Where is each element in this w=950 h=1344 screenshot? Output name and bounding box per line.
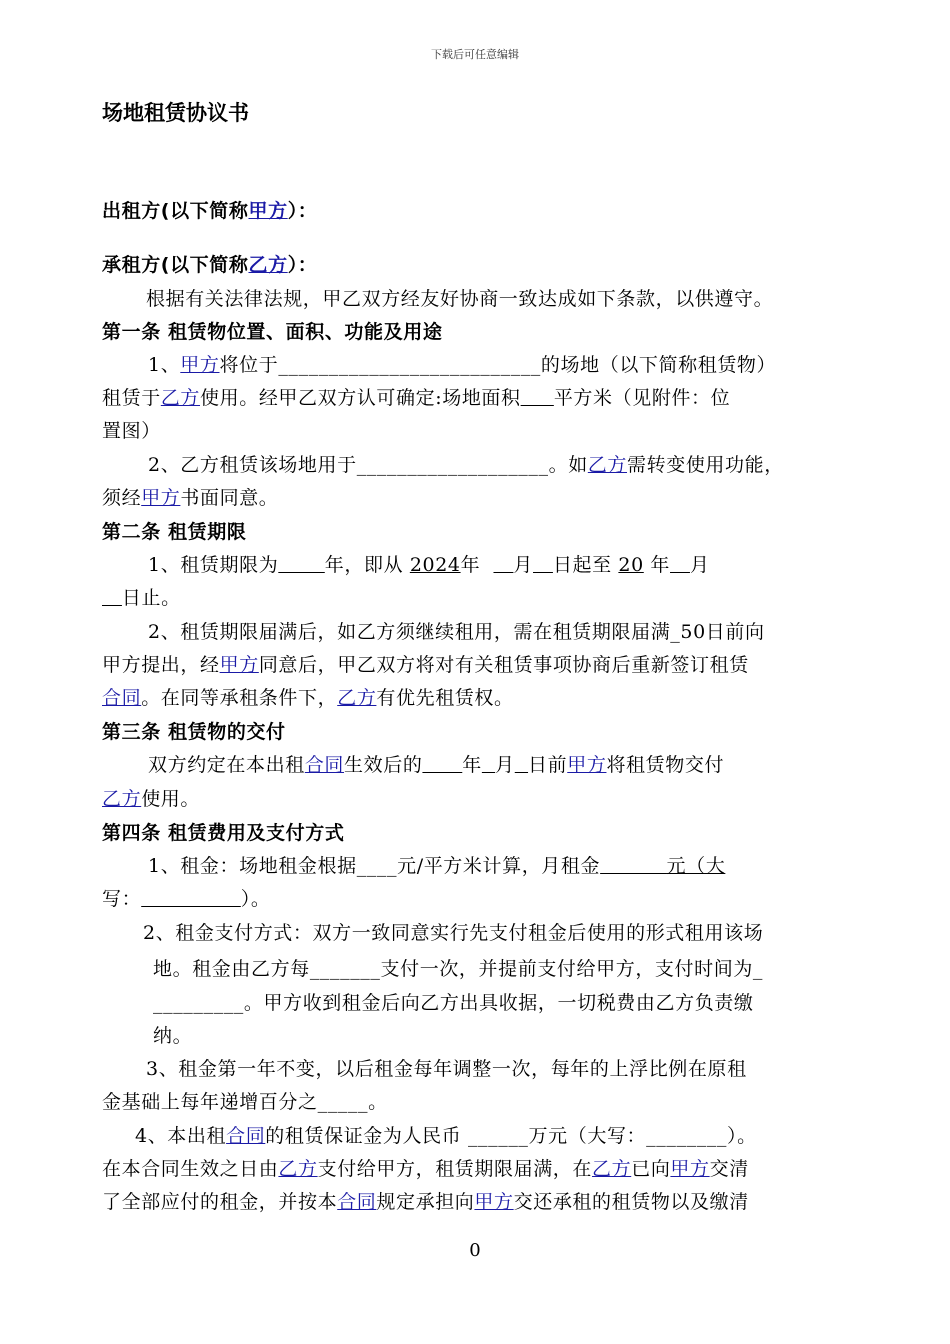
article-4-clause-2: 2、租金支付方式：双方一致同意实行先支付租金后使用的形式租用该场 — [143, 922, 764, 944]
lessee-line: 承租方(以下简称乙方）： — [102, 254, 318, 276]
payment-period-blank: _______ — [309, 958, 381, 980]
article-1-clause-2: 2、乙方租赁该场地用于___________________。如乙方需转变使用功能， — [148, 454, 784, 476]
article-4-heading: 第四条 租赁费用及支付方式 — [102, 822, 345, 844]
party-b-link[interactable]: 乙方 — [592, 1158, 632, 1180]
article-2-heading: 第二条 租赁期限 — [102, 521, 247, 543]
party-b-link[interactable]: 乙方 — [337, 687, 377, 709]
article-4-clause-1-cont: 写： ）。 — [102, 888, 271, 910]
start-year: 2024 — [409, 554, 461, 576]
party-b-link[interactable]: 乙方 — [102, 788, 142, 810]
area-blank — [521, 387, 554, 409]
article-2-clause-1: 1、租赁期限为 年，即从 2024年 月 日起至 20 年 月 — [148, 554, 710, 576]
lessor-line: 出租方(以下简称甲方）： — [102, 200, 318, 222]
article-1-clause-1-cont: 租赁于乙方使用。经甲乙双方认可确定:场地面积 平方米（见附件：位 — [102, 387, 731, 409]
page-number: 0 — [469, 1240, 481, 1261]
preamble: 根据有关法律法规，甲乙双方经友好协商一致达成如下条款，以供遵守。 — [146, 288, 774, 310]
party-b-link[interactable]: 乙方 — [248, 254, 288, 276]
article-4-clause-3: 3、租金第一年不变，以后租金每年调整一次，每年的上浮比例在原租 — [146, 1058, 747, 1080]
rate-blank: ____ — [356, 855, 398, 877]
article-2-clause-2-end: 合同。在同等承租条件下，乙方有优先租赁权。 — [102, 687, 514, 709]
contract-link[interactable]: 合同 — [226, 1125, 266, 1147]
article-4-clause-2-cont2: _________。甲方收到租金后向乙方出具收据，一切税费由乙方负责缴 — [153, 992, 754, 1014]
deposit-uppercase-blank: ________ — [646, 1125, 727, 1147]
rent-uppercase-blank — [141, 888, 241, 910]
article-4-clause-2-end: 纳。 — [153, 1025, 193, 1047]
party-a-link[interactable]: 甲方 — [248, 200, 288, 222]
increase-percent-blank: _____ — [317, 1091, 369, 1113]
contract-link[interactable]: 合同 — [337, 1191, 377, 1213]
article-4-clause-4-cont: 在本合同生效之日由乙方支付给甲方，租赁期限届满，在乙方已向甲方交清 — [102, 1158, 749, 1180]
article-1-clause-2-cont: 须经甲方书面同意。 — [102, 487, 279, 509]
end-month-blank — [670, 554, 690, 576]
contract-link[interactable]: 合同 — [102, 687, 142, 709]
delivery-year-blank — [422, 754, 462, 776]
monthly-rent-blank — [600, 855, 666, 877]
end-day-blank — [102, 587, 122, 609]
article-4-clause-4: 4、本出租合同的租赁保证金为人民币 ______万元（大写：________）。 — [135, 1125, 757, 1147]
location-blank: __________________________ — [278, 354, 541, 376]
start-month-blank — [493, 554, 513, 576]
delivery-day-blank — [515, 754, 528, 776]
article-3-clause: 双方约定在本出租合同生效后的 年 月 日前甲方将租赁物交付 — [148, 754, 725, 776]
delivery-month-blank — [482, 754, 495, 776]
article-3-heading: 第三条 租赁物的交付 — [102, 721, 286, 743]
party-b-link[interactable]: 乙方 — [278, 1158, 318, 1180]
article-4-clause-3-cont: 金基础上每年递增百分之_____。 — [102, 1091, 388, 1113]
article-4-clause-1: 1、租金：场地租金根据____元/平方米计算，月租金 元（大 — [148, 855, 726, 877]
article-1-clause-1-end: 置图） — [102, 420, 161, 442]
contract-link[interactable]: 合同 — [304, 754, 345, 776]
article-4-clause-2-cont: 地。租金由乙方每_______支付一次，并提前支付给甲方，支付时间为_ — [153, 958, 764, 980]
party-a-link[interactable]: 甲方 — [670, 1158, 710, 1180]
party-a-link[interactable]: 甲方 — [567, 754, 607, 776]
article-2-clause-1-end: 日止。 — [102, 583, 181, 610]
page-header: 下载后可任意编辑 — [431, 48, 519, 61]
deposit-blank: ______ — [467, 1125, 529, 1147]
article-1-heading: 第一条 租赁物位置、面积、功能及用途 — [102, 321, 443, 343]
party-a-link[interactable]: 甲方 — [219, 654, 259, 676]
document-title: 场地租赁协议书 — [102, 101, 249, 125]
payment-time-blank: _________ — [153, 992, 244, 1014]
party-b-link[interactable]: 乙方 — [160, 387, 201, 409]
usage-blank: ___________________ — [356, 454, 549, 476]
end-year: 20 — [618, 554, 644, 576]
party-a-link[interactable]: 甲方 — [141, 487, 181, 509]
article-4-clause-4-cont2: 了全部应付的租金，并按本合同规定承担向甲方交还承租的租赁物以及缴清 — [102, 1191, 749, 1213]
article-2-clause-2: 2、租赁期限届满后，如乙方须继续租用，需在租赁期限届满_50日前向 — [148, 621, 765, 643]
party-a-link[interactable]: 甲方 — [180, 354, 220, 376]
party-b-link[interactable]: 乙方 — [587, 454, 628, 476]
party-a-link[interactable]: 甲方 — [474, 1191, 514, 1213]
article-1-clause-1: 1、甲方将位于__________________________的场地（以下简称租赁物） — [148, 354, 777, 376]
years-blank — [278, 554, 324, 576]
article-3-clause-end: 乙方使用。 — [102, 788, 201, 810]
article-2-clause-2-cont: 甲方提出，经甲方同意后，甲乙双方将对有关租赁事项协商后重新签订租赁 — [102, 654, 749, 676]
start-day-blank — [533, 554, 553, 576]
